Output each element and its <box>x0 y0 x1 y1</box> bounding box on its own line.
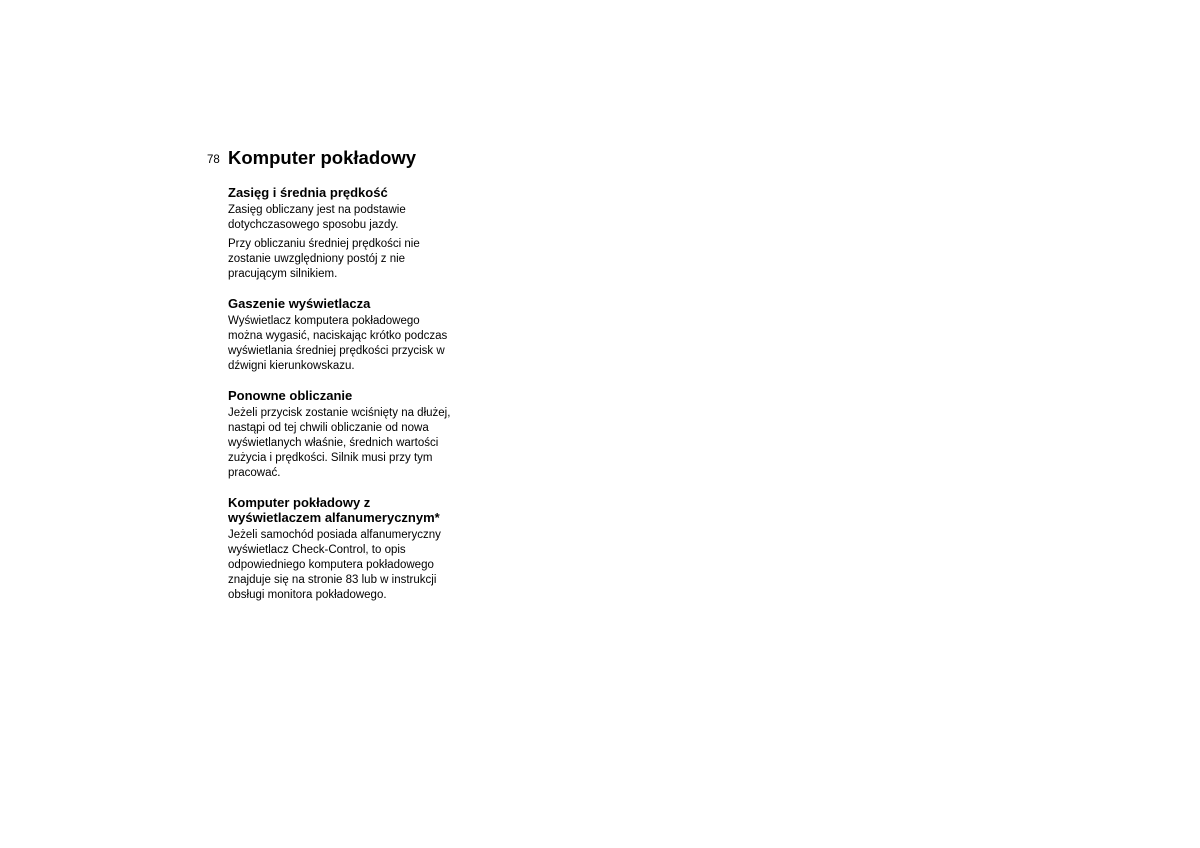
page-number: 78 <box>207 154 220 166</box>
section-display-off <box>228 296 473 374</box>
paragraph: Przy obliczaniu średniej prędkości nie zostanie uwzględniony postój z nie pracującym silnikiem. <box>228 238 420 280</box>
paragraph: Zasięg obliczany jest na podstawie dotychczasowego sposobu jazdy. <box>228 204 406 231</box>
paragraph: Jeżeli przycisk zostanie wciśnięty na dłużej, nastąpi od tej chwili obliczanie od nowa wyświetlanych właśnie, średnich wartości zużycia i prędkości. Silnik musi przy tym pracować. <box>228 407 451 479</box>
section-heading: Zasięg i średnia prędkość <box>228 185 388 200</box>
section-heading: Gaszenie wyświetlacza <box>228 296 371 311</box>
paragraph: Wyświetlacz komputera pokładowego można wygasić, naciskając krótko podczas wyświetlania średniej prędkości przycisk w dźwigni kierunkowskazu. <box>228 315 448 372</box>
paragraph: Jeżeli samochód posiada alfanumeryczny wyświetlacz Check-Control, to opis odpowiedniego komputera pokładowego znajduje się na stronie 83 lub w instrukcji obsługi monitora pokładowego. <box>228 529 441 601</box>
section-range-average-speed <box>228 185 473 282</box>
section-heading: Komputer pokładowy z wyświetlaczem alfanumerycznym* <box>228 495 440 525</box>
page-title: Komputer pokładowy <box>228 147 417 168</box>
section-alphanumeric-computer <box>228 495 473 603</box>
document-body <box>228 185 473 617</box>
section-heading: Ponowne obliczanie <box>228 388 353 403</box>
section-recalculation <box>228 388 473 481</box>
